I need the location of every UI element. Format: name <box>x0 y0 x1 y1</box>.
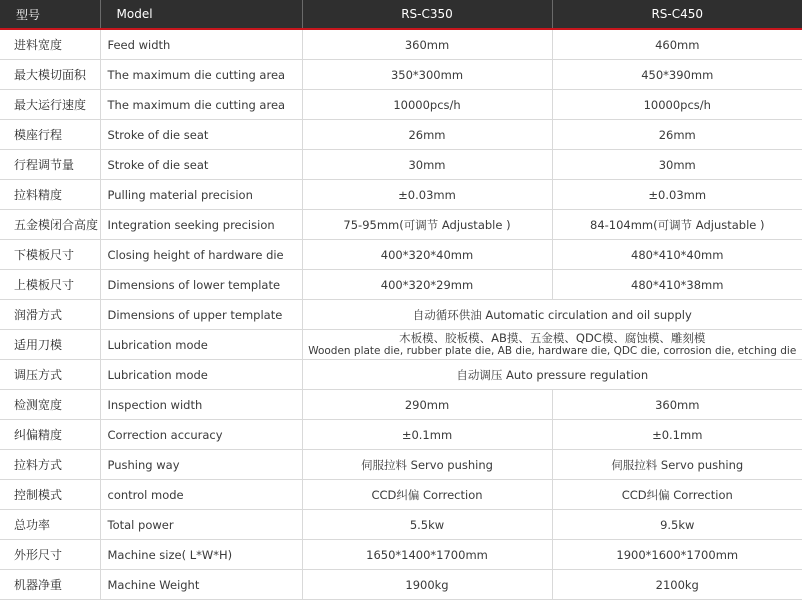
value-model-b: ±0.1mm <box>552 420 802 450</box>
row-label-en: Integration seeking precision <box>100 210 302 240</box>
row-label-en: Dimensions of lower template <box>100 270 302 300</box>
row-label-en: Lubrication mode <box>100 330 302 360</box>
row-label-cn: 模座行程 <box>0 120 100 150</box>
row-label-cn: 最大运行速度 <box>0 90 100 120</box>
row-label-en: Stroke of die seat <box>100 120 302 150</box>
row-label-cn: 总功率 <box>0 510 100 540</box>
value-model-a: 75-95mm(可调节 Adjustable ) <box>302 210 552 240</box>
value-model-a: 350*300mm <box>302 60 552 90</box>
row-label-en: Feed width <box>100 29 302 60</box>
value-model-b: 84-104mm(可调节 Adjustable ) <box>552 210 802 240</box>
table-row <box>0 270 802 300</box>
value-model-a: 400*320*29mm <box>302 270 552 300</box>
value-model-a: 30mm <box>302 150 552 180</box>
table-body <box>0 29 802 600</box>
row-label-en: control mode <box>100 480 302 510</box>
table-row <box>0 29 802 60</box>
header-label-cn: 型号 <box>0 0 100 29</box>
row-label-en: Dimensions of upper template <box>100 300 302 330</box>
value-model-b: 伺服拉料 Servo pushing <box>552 450 802 480</box>
row-label-cn: 上模板尺寸 <box>0 270 100 300</box>
value-model-a: ±0.1mm <box>302 420 552 450</box>
table-header <box>0 0 802 29</box>
row-label-en: Total power <box>100 510 302 540</box>
value-model-a: 10000pcs/h <box>302 90 552 120</box>
row-label-en: Inspection width <box>100 390 302 420</box>
value-model-b: 26mm <box>552 120 802 150</box>
row-label-en: The maximum die cutting area <box>100 60 302 90</box>
merged-line-en: Wooden plate die, rubber plate die, AB die, hardware die, QDC die, corrosion die, etching die <box>308 344 797 357</box>
table-row <box>0 240 802 270</box>
value-model-a: 5.5kw <box>302 510 552 540</box>
value-model-b: 480*410*38mm <box>552 270 802 300</box>
row-label-cn: 行程调节量 <box>0 150 100 180</box>
row-label-en: Machine Weight <box>100 570 302 600</box>
value-model-b: 2100kg <box>552 570 802 600</box>
row-label-cn: 控制模式 <box>0 480 100 510</box>
value-model-a: 伺服拉料 Servo pushing <box>302 450 552 480</box>
header-label-en: Model <box>100 0 302 29</box>
header-row <box>0 0 802 29</box>
value-model-b: 9.5kw <box>552 510 802 540</box>
header-model-a: RS-C350 <box>302 0 552 29</box>
value-model-b: CCD纠偏 Correction <box>552 480 802 510</box>
value-model-b: 450*390mm <box>552 60 802 90</box>
value-model-b: 10000pcs/h <box>552 90 802 120</box>
value-model-b: 30mm <box>552 150 802 180</box>
row-label-cn: 调压方式 <box>0 360 100 390</box>
row-label-cn: 润滑方式 <box>0 300 100 330</box>
row-label-cn: 拉料精度 <box>0 180 100 210</box>
value-model-b: 460mm <box>552 29 802 60</box>
row-label-cn: 检测宽度 <box>0 390 100 420</box>
row-label-cn: 最大模切面积 <box>0 60 100 90</box>
value-model-a: 290mm <box>302 390 552 420</box>
row-label-cn: 适用刀模 <box>0 330 100 360</box>
row-label-cn: 机器净重 <box>0 570 100 600</box>
value-merged: 自动循环供油 Automatic circulation and oil supply <box>302 300 802 330</box>
value-model-b: 1900*1600*1700mm <box>552 540 802 570</box>
row-label-en: Correction accuracy <box>100 420 302 450</box>
value-model-a: 400*320*40mm <box>302 240 552 270</box>
table-row <box>0 390 802 420</box>
row-label-en: Stroke of die seat <box>100 150 302 180</box>
table-row <box>0 480 802 510</box>
row-label-en: Pushing way <box>100 450 302 480</box>
row-label-cn: 下模板尺寸 <box>0 240 100 270</box>
row-label-cn: 外形尺寸 <box>0 540 100 570</box>
table-row <box>0 90 802 120</box>
merged-line-cn: 木板模、胶板模、AB摸、五金模、QDC模、腐蚀模、雕刻模 <box>399 330 706 345</box>
row-label-en: Closing height of hardware die <box>100 240 302 270</box>
row-label-cn: 进料宽度 <box>0 29 100 60</box>
value-model-a: 360mm <box>302 29 552 60</box>
table-row <box>0 420 802 450</box>
table-row <box>0 330 802 360</box>
row-label-cn: 纠偏精度 <box>0 420 100 450</box>
value-model-b: ±0.03mm <box>552 180 802 210</box>
header-model-b: RS-C450 <box>552 0 802 29</box>
table-row <box>0 450 802 480</box>
row-label-en: Lubrication mode <box>100 360 302 390</box>
value-merged <box>302 330 802 360</box>
row-label-cn: 拉料方式 <box>0 450 100 480</box>
row-label-en: Machine size( L*W*H) <box>100 540 302 570</box>
value-model-a: CCD纠偏 Correction <box>302 480 552 510</box>
table-row <box>0 510 802 540</box>
table-row <box>0 540 802 570</box>
row-label-en: The maximum die cutting area <box>100 90 302 120</box>
value-model-b: 480*410*40mm <box>552 240 802 270</box>
value-model-a: 1900kg <box>302 570 552 600</box>
value-model-a: ±0.03mm <box>302 180 552 210</box>
table-row <box>0 570 802 600</box>
table-row <box>0 60 802 90</box>
row-label-en: Pulling material precision <box>100 180 302 210</box>
table-row <box>0 150 802 180</box>
row-label-cn: 五金模闭合高度 <box>0 210 100 240</box>
value-model-b: 360mm <box>552 390 802 420</box>
table-row <box>0 360 802 390</box>
table-row <box>0 180 802 210</box>
value-model-a: 1650*1400*1700mm <box>302 540 552 570</box>
value-model-a: 26mm <box>302 120 552 150</box>
table-row <box>0 120 802 150</box>
table-row <box>0 300 802 330</box>
table-row <box>0 210 802 240</box>
value-merged: 自动调压 Auto pressure regulation <box>302 360 802 390</box>
